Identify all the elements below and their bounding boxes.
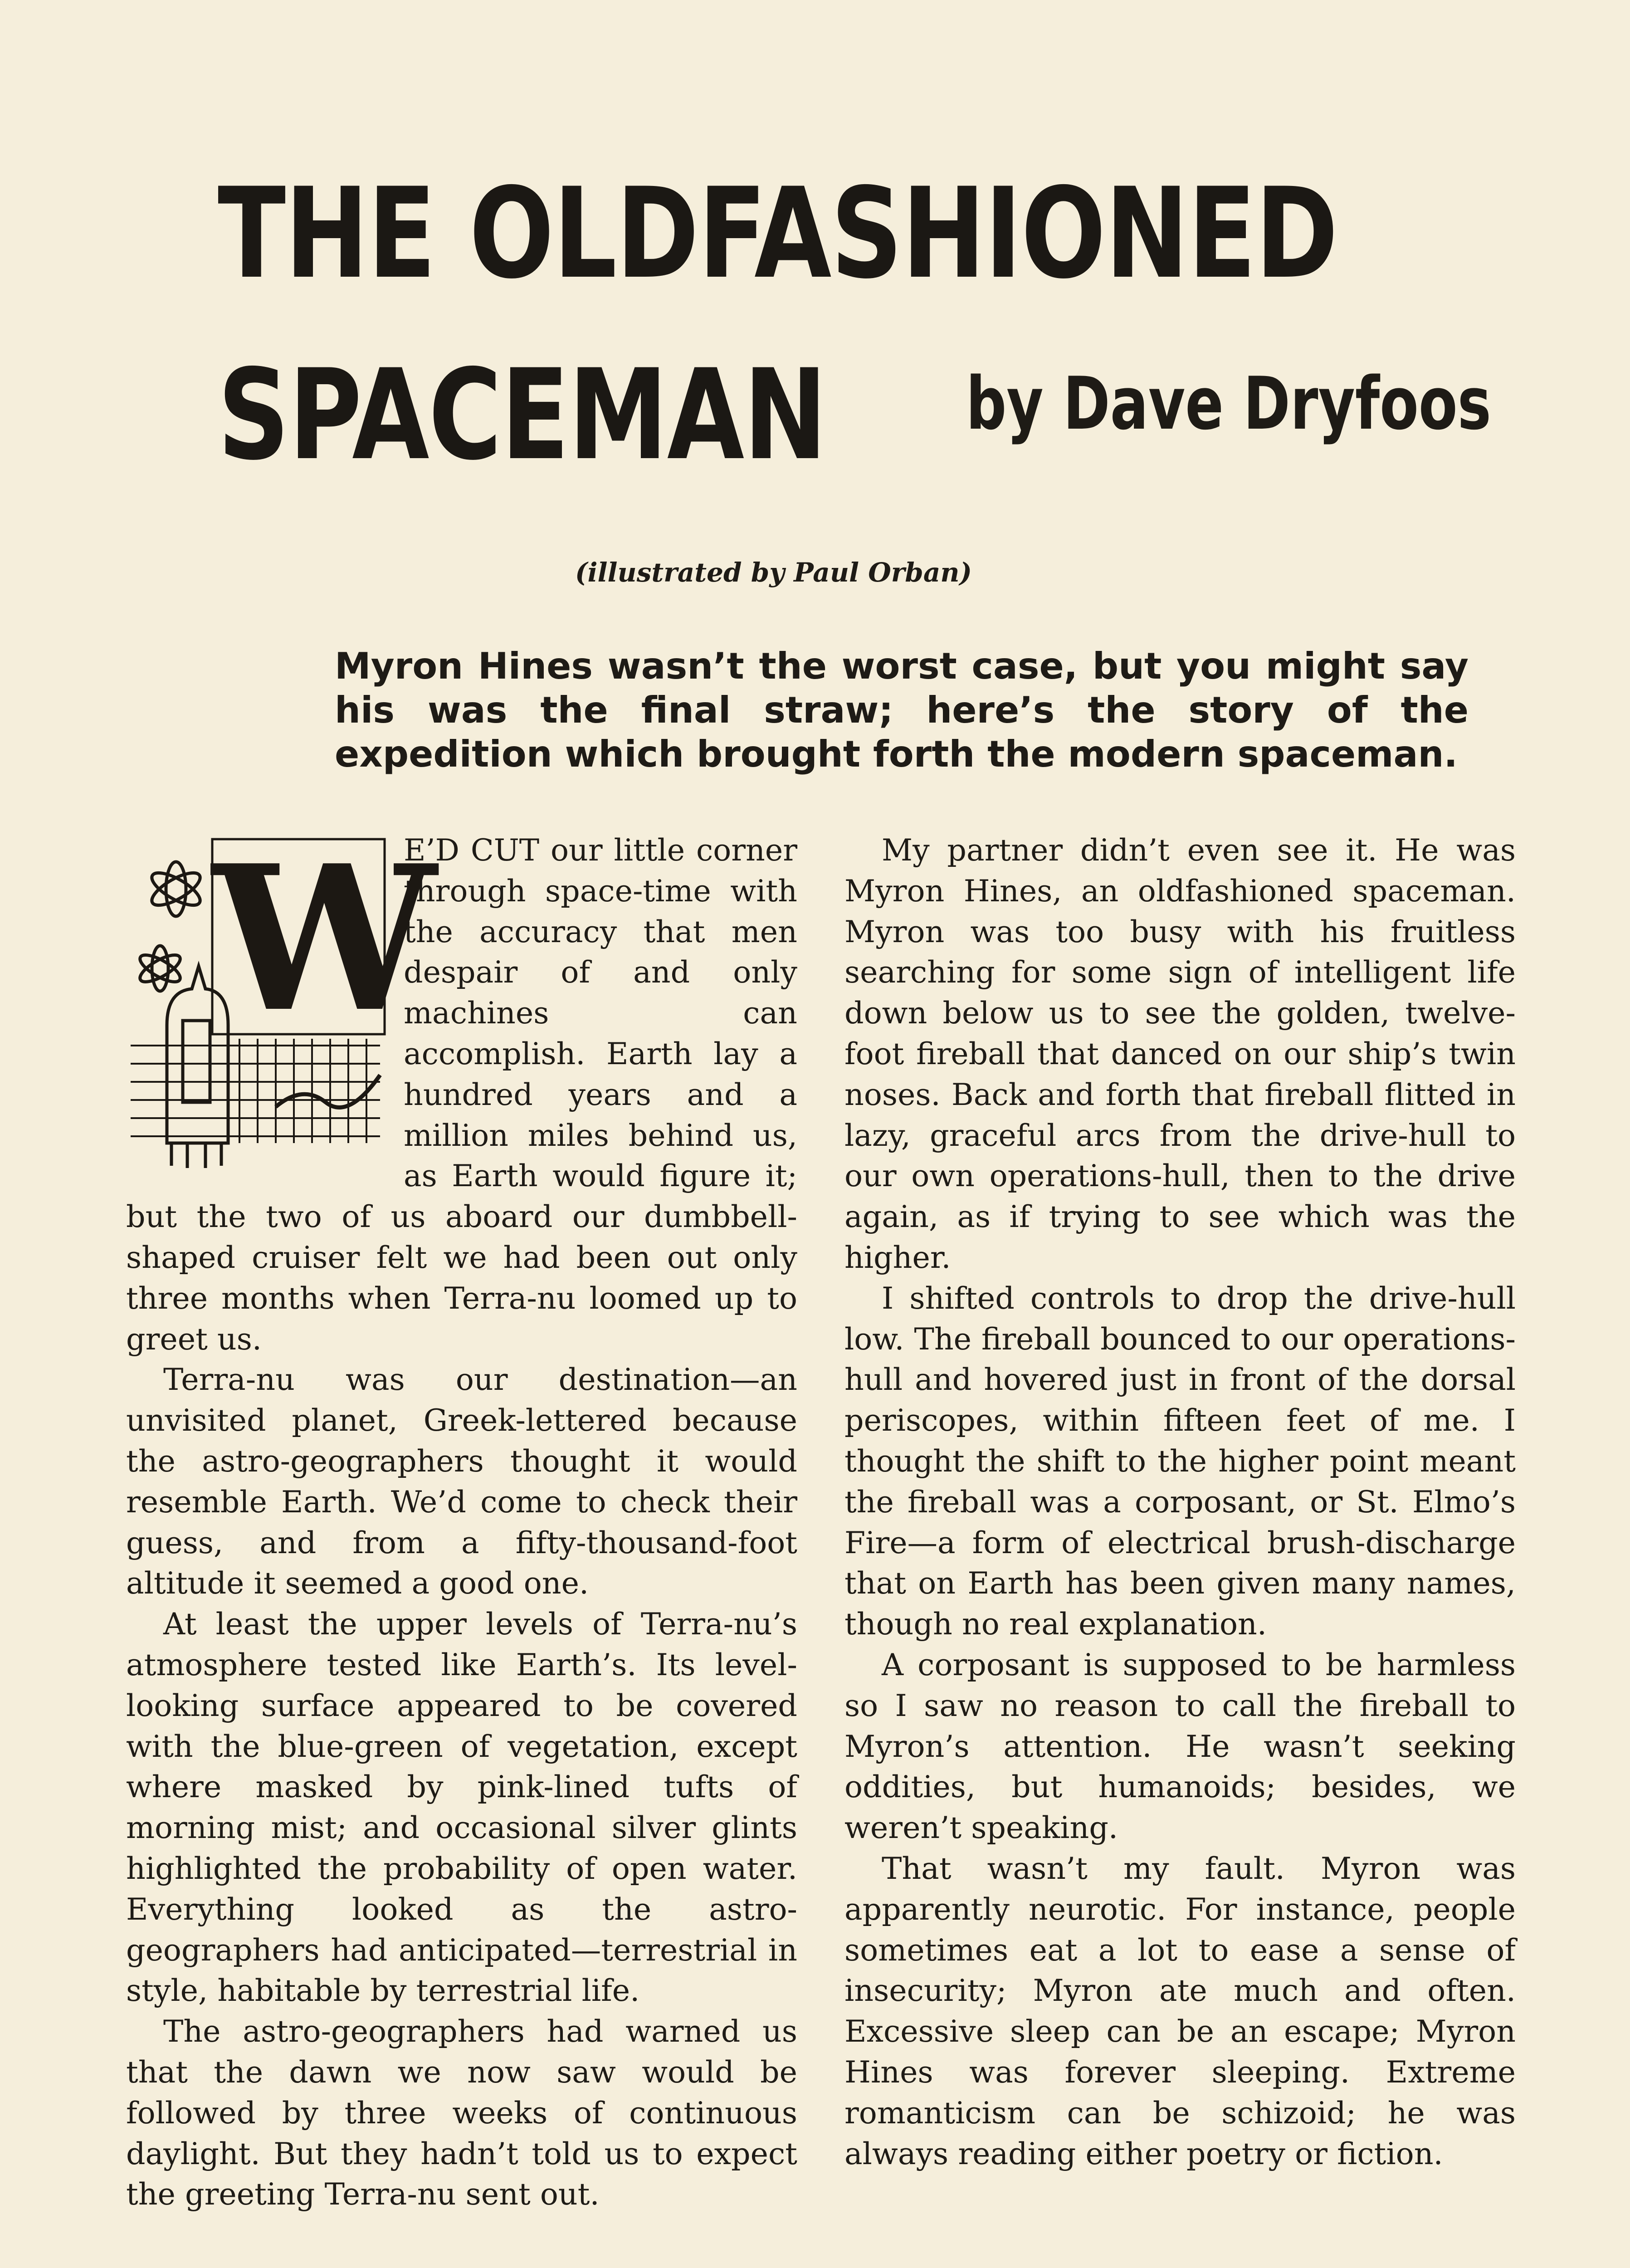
title-line-1: THE OLDFASHIONED <box>218 161 1338 306</box>
title-line-2: SPACEMAN <box>218 342 827 488</box>
paragraph: Terra-nu was our destination—an unvisited planet, Greek-lettered because the astro-geographers thought it would resemble Earth. We’d come to check their guess, and from a fifty-thousand-foot altitude it seemed a good one. <box>126 1362 797 1601</box>
paragraph: A corposant is supposed to be harmless so I saw no reason to call the fireball to Myron’s attention. He wasn’t seeking oddities, but humanoids; besides, we weren’t speaking. <box>844 1647 1516 1846</box>
paragraph: That wasn’t my fault. Myron was apparently neurotic. For instance, people sometimes eat a lot to ease a sense of insecurity; Myron ate much and often. Excessive sleep can be an escape; Myron Hines was forever sleeping. Extreme romanticism can be schizoid; he was always reading either poetry or fiction. <box>844 1850 1516 2171</box>
drop-cap-illustration <box>126 821 437 1183</box>
paragraph: E’D CUT our little corner through space-time with the accuracy that men despair of and only machines can accomplish. Earth lay a hundred years and a million miles behind us, as Earth would figure it; but the two of us aboard our dumbbell-shaped cruiser felt we had been out only three months when Terra-nu loomed up to greet us. <box>126 832 797 1357</box>
paragraph: My partner didn’t even see it. He was Myron Hines, an oldfashioned spaceman. Myron was too busy with his fruitless searching for some sign of intelligent life down below us to see the golden, twelve-foot fireball that danced on our ship’s twin noses. Back and forth that fireball flitted in lazy, graceful arcs from the drive-hull to our own operations-hull, then to the drive again, as if trying to see which was the higher. <box>844 832 1516 1275</box>
illustrator-credit: (illustrated by Paul Orban) <box>575 557 972 588</box>
left-column <box>126 821 797 2215</box>
story-blurb: Myron Hines wasn’t the worst case, but you might say his was the final straw; here’s the story of the expedition which brought forth the modern spaceman. <box>335 645 1469 775</box>
paragraph: The astro-geographers had warned us that the dawn we now saw would be followed by three weeks of continuous daylight. But they hadn’t told us to expect the greeting Terra-nu sent out. <box>126 2014 797 2212</box>
paragraph: I shifted controls to drop the drive-hull low. The fireball bounced to our operations-hull and hovered just in front of the dorsal periscopes, within fifteen feet of me. I thought the shift to the higher point meant the fireball was a corposant, or St. Elmo’s Fire—a form of electrical brush-discharge that on Earth has been given many names, though no real explanation. <box>844 1280 1516 1642</box>
right-column <box>844 830 1516 2174</box>
drop-cap-letter: W <box>212 821 437 1056</box>
paragraph: At least the upper levels of Terra-nu’s atmosphere tested like Earth’s. Its level-looking surface appeared to be covered with the blue-green of vegetation, except where masked by pink-lined tufts of morning mist; and occasional silver glints highlighted the probability of open water. Everything looked as the astro-geographers had anticipated—terrestrial in style, habitable by terrestrial life. <box>126 1606 797 2009</box>
author-byline: by Dave Dryfoos <box>966 361 1491 446</box>
